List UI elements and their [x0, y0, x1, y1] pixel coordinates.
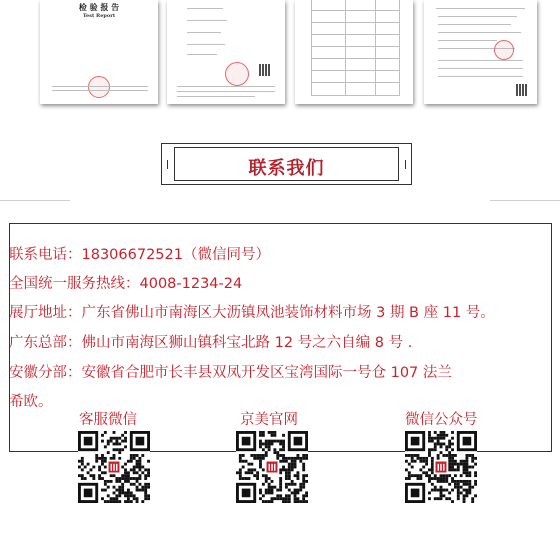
section-title: 联系我们: [248, 158, 325, 179]
contact-guangdong-hq: 广东总部：佛山市南海区狮山镇科宝北路 12 号之六自编 8 号 .: [9, 335, 413, 351]
contact-hotline: 全国统一服务热线：4008-1234-24: [9, 276, 243, 292]
wechat-official-qr-icon[interactable]: [405, 431, 477, 503]
contact-anhui-branch-cont: 希欧。: [9, 394, 53, 410]
seal-icon: [225, 62, 249, 86]
contact-showroom-address: 展厅地址：广东省佛山市南海区大沥镇凤池装饰材料市场 3 期 B 座 11 号。: [9, 305, 495, 321]
certificate-thumbnail-2[interactable]: [167, 0, 285, 104]
section-banner: [161, 143, 412, 185]
certificate-thumbnail-4[interactable]: [424, 0, 537, 104]
certificate-thumbnail-1[interactable]: [40, 0, 158, 104]
contact-phone: 联系电话：18306672521（微信同号）: [9, 247, 270, 263]
divider-right: [490, 200, 560, 201]
certificate-subtitle: Test Report: [82, 13, 116, 19]
wechat-service-qr-icon[interactable]: [78, 431, 150, 503]
contact-anhui-branch: 安徽分部：安徽省合肥市长丰县双凤开发区宝湾国际一号仓 107 法兰: [9, 365, 452, 381]
seal-icon: [88, 76, 110, 98]
website-qr-icon[interactable]: [236, 431, 308, 503]
divider-left: [0, 200, 70, 201]
qr-label-official-account: 微信公众号: [401, 408, 482, 429]
qr-mini-icon: [259, 64, 271, 76]
seal-icon: [494, 40, 514, 60]
qr-label-service-wechat: 客服微信: [75, 408, 141, 429]
qr-mini-icon: [516, 84, 528, 96]
qr-label-website: 京美官网: [236, 408, 302, 429]
certificate-thumbnail-3[interactable]: [295, 0, 413, 104]
certificate-title: 检 验 报 告: [78, 2, 120, 12]
